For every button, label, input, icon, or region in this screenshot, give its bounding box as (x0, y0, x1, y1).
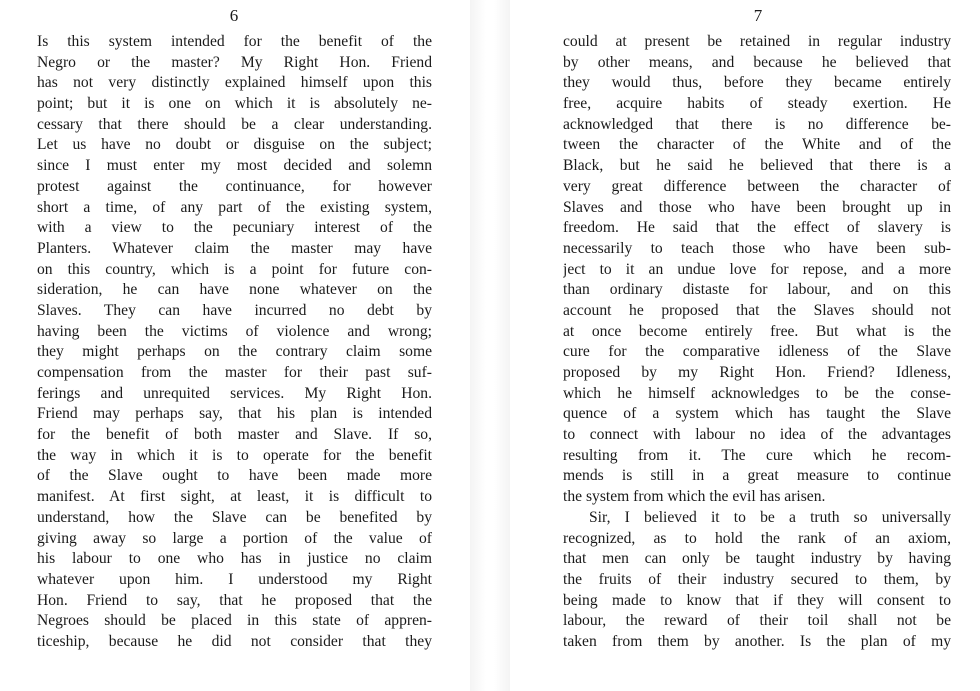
left-page (0, 0, 470, 691)
text-line: understand, how the Slave can be benefited by (37, 508, 432, 526)
text-line: has not very distinctly explained himself upon this (37, 74, 432, 92)
text-line: they might perhaps on the contrary claim some (37, 343, 432, 361)
text-line: point; but it is one on which it is absolutely ne- (37, 95, 432, 113)
text-line: whatever upon him. I understood my Right (37, 570, 432, 588)
text-line: the fruits of their industry secured to them, by (563, 570, 951, 588)
text-line: freedom. He said that the effect of slavery is (563, 219, 951, 237)
text-line: having been the victims of violence and wrong; (37, 322, 432, 340)
text-line: manifest. At first sight, at least, it is difficult to (37, 488, 432, 506)
text-line: quence of a system which has taught the Slave (563, 405, 951, 423)
text-line: ticeship, because he did not consider that they (37, 632, 432, 650)
text-line: protest against the continuance, for however (37, 177, 432, 195)
text-line: Slaves and those who have been brought up in (563, 198, 951, 216)
text-line: than ordinary distaste for labour, and on this (563, 281, 951, 299)
text-line: which he himself acknowledges to be the conse- (563, 384, 951, 402)
text-line: at once become entirely free. But what is the (563, 322, 951, 340)
text-line: for the benefit of both master and Slave. If so, (37, 426, 432, 444)
page-number-right: 7 (753, 6, 763, 25)
text-line: by other means, and because he believed that (563, 53, 951, 71)
text-line: taken from them by another. Is the plan of my (563, 632, 951, 650)
text-line: mends is still in a great measure to continue (563, 467, 951, 485)
book-gutter (470, 0, 510, 691)
text-line: Negro or the master? My Right Hon. Friend (37, 53, 432, 71)
text-line: Let us have no doubt or disguise on the subject; (37, 136, 432, 154)
text-line: sideration, he can have none whatever on the (37, 281, 432, 299)
text-line: ject to it an undue love for repose, and a more (563, 260, 951, 278)
text-line: that men can only be taught industry by having (563, 550, 951, 568)
text-line: giving away so large a portion of the value of (37, 529, 432, 547)
text-line: Friend may perhaps say, that his plan is intended (37, 405, 432, 423)
text-line: acknowledged that there is no difference be- (563, 115, 951, 133)
text-line: necessarily to teach those who have been sub- (563, 239, 951, 257)
text-line: could at present be retained in regular industry (563, 33, 951, 50)
text-line: free, acquire habits of steady exertion. He (563, 95, 951, 113)
text-line: account he proposed that the Slaves should not (563, 301, 951, 319)
text-line: very great difference between the character of (563, 177, 951, 195)
text-line: Hon. Friend to say, that he proposed that the (37, 591, 432, 609)
text-line: recognized, as to hold the rank of an axiom, (563, 529, 951, 547)
text-line: short a time, of any part of the existing system, (37, 198, 432, 216)
text-line: Planters. Whatever claim the master may have (37, 239, 432, 257)
left-page-text (0, 32, 470, 653)
text-line: ferings and unrequited services. My Right Hon. (37, 384, 432, 402)
text-line: tween the character of the White and of the (563, 136, 951, 154)
right-page-text (510, 32, 980, 653)
text-line: they would thus, before they became entirely (563, 74, 951, 92)
text-line: to connect with labour no idea of the advantages (563, 426, 951, 444)
text-line: on this country, which is a point for future con- (37, 260, 432, 278)
text-line: proposed by my Right Hon. Friend? Idleness, (563, 364, 951, 381)
text-line: with a view to the pecuniary interest of the (37, 219, 432, 237)
page-number-left: 6 (229, 6, 239, 25)
text-line: being made to know that if they will consent to (563, 591, 951, 609)
text-line: his labour to one who has in justice no claim (37, 550, 432, 568)
text-line: the way in which it is to operate for the benefit (37, 446, 432, 464)
text-line: Slaves. They can have incurred no debt by (37, 301, 432, 319)
text-line: labour, the reward of their toil shall not be (563, 612, 951, 630)
text-line: resulting from it. The cure which he recom- (563, 446, 951, 464)
text-line: since I must enter my most decided and solemn (37, 157, 432, 175)
text-line: Black, but he said he believed that there is a (563, 157, 951, 175)
text-line: the system from which the evil has arisen. (563, 488, 826, 506)
text-line: Negroes should be placed in this state of appren- (37, 612, 432, 630)
text-line: Sir, I believed it to be a truth so universally (589, 508, 951, 526)
text-line: of the Slave ought to have been made more (37, 467, 432, 485)
text-line: Is this system intended for the benefit of the (37, 33, 432, 50)
text-line: cessary that there should be a clear understanding. (37, 115, 432, 133)
text-line: cure for the comparative idleness of the Slave (563, 343, 951, 361)
right-page (510, 0, 980, 691)
text-line: compensation from the master for their past suf- (37, 364, 432, 381)
